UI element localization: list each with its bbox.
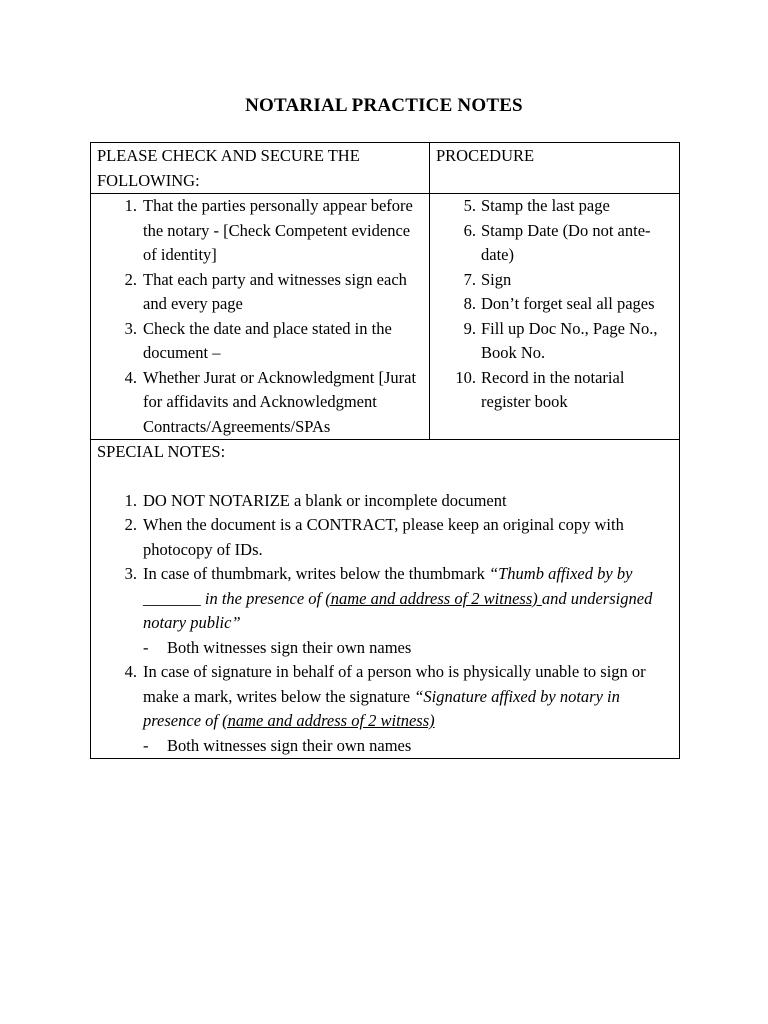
table-header-row — [91, 143, 680, 194]
list-item: 3. In case of thumbmark, writes below the thumbmark “Thumb affixed by by _______ in the presence of (name and address of 2 witness) and undersigned notary public” - Both witnesses sign their own names — [97, 562, 673, 660]
list-item: 3. Check the date and place stated in the document – — [124, 318, 392, 362]
list-item: 7. Sign — [463, 269, 512, 289]
table-body-row — [91, 194, 680, 440]
list-item: 2. That each party and witnesses sign each and every page — [124, 269, 407, 313]
list-item: 4. In case of signature in behalf of a person who is physically unable to sign or make a mark, writes below the signature “Signature affixed by notary in presence of (name and address of 2 witness) - Both witnesses sign their own names — [97, 660, 673, 758]
special-notes-header: SPECIAL NOTES: — [97, 442, 226, 461]
list-item: 9. Fill up Doc No., Page No., Book No. — [463, 318, 658, 362]
checklist-header-cell — [91, 143, 430, 194]
list-item: 1. DO NOT NOTARIZE a blank or incomplete document — [124, 490, 507, 510]
procedure-header-cell — [430, 143, 680, 194]
checklist — [97, 194, 423, 439]
special-notes-row — [91, 440, 680, 759]
sub-note: - Both witnesses sign their own names — [143, 735, 412, 755]
list-item: 6. Stamp Date (Do not ante-date) — [463, 220, 651, 264]
checklist-header: PLEASE CHECK AND SECURE THE FOLLOWING: — [97, 146, 360, 190]
procedure-cell — [430, 194, 680, 440]
special-notes-list — [97, 489, 673, 759]
procedure-header: PROCEDURE — [436, 146, 535, 165]
list-item: 2. When the document is a CONTRACT, please keep an original copy with photocopy of IDs. — [124, 515, 624, 559]
special-notes-cell — [91, 440, 680, 759]
document-title: NOTARIAL PRACTICE NOTES — [245, 95, 523, 116]
checklist-cell — [91, 194, 430, 440]
procedure-list — [436, 194, 673, 415]
list-item: 4. Whether Jurat or Acknowledgment [Jurat for affidavits and Acknowledgment Contracts/Agreements/SPAs — [124, 367, 417, 436]
list-item: 5. Stamp the last page — [463, 196, 610, 215]
sub-note: - Both witnesses sign their own names — [143, 637, 412, 657]
list-item: 8. Don’t forget seal all pages — [463, 294, 655, 313]
list-item: 10. Record in the notarial register book — [455, 367, 625, 411]
list-item: 1. That the parties personally appear before the notary - [Check Competent evidence of identity] — [124, 196, 413, 264]
notarial-notes-table — [90, 142, 680, 759]
